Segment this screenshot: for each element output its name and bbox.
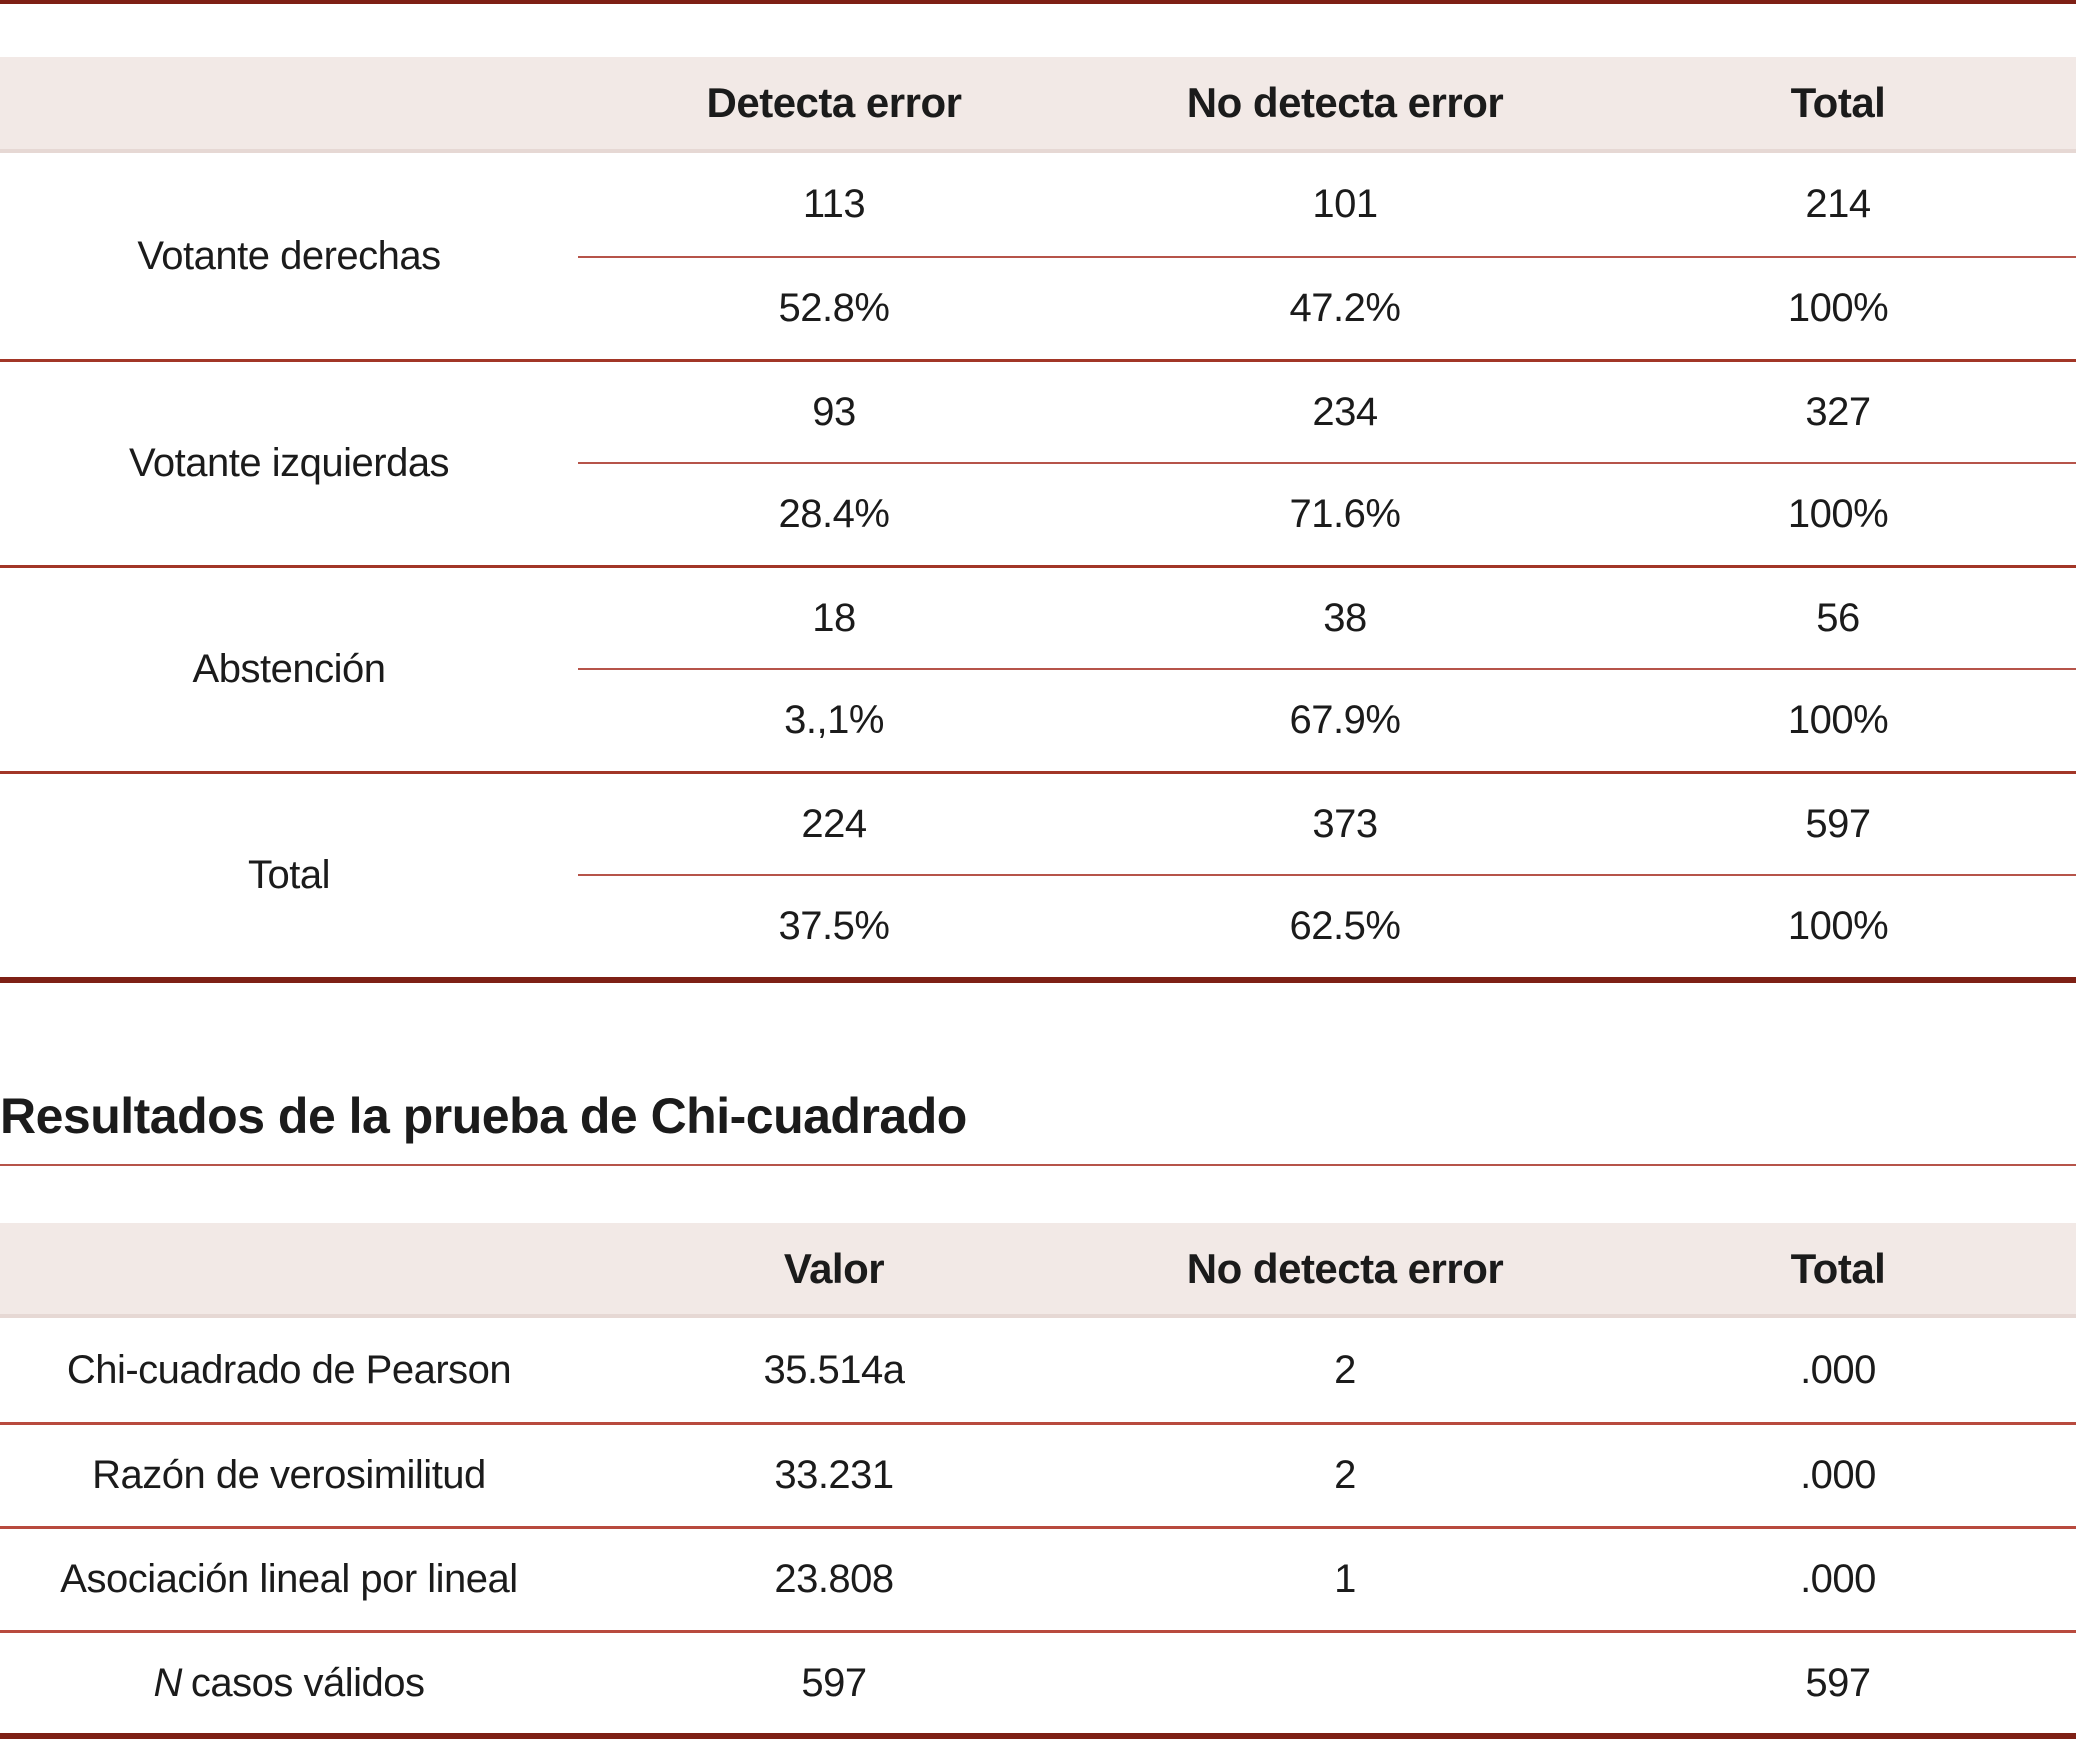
percent-cell: 62.5% bbox=[1090, 874, 1600, 977]
count-cell: 113 bbox=[802, 182, 866, 226]
percent-cell: 37.5% bbox=[578, 874, 1090, 977]
percent-cell: 3.,1% bbox=[578, 668, 1090, 771]
crosstab-table bbox=[0, 57, 2076, 983]
crosstab-header-total: Total bbox=[1600, 57, 2076, 153]
row-label: Abstención bbox=[0, 565, 578, 771]
count-cell: 101 bbox=[1312, 182, 1378, 226]
value-cell: 2 bbox=[1334, 1347, 1356, 1392]
percent-cell: 67.9% bbox=[1090, 668, 1600, 771]
percent-cell: 100% bbox=[1600, 256, 2076, 359]
count-cell: 18 bbox=[578, 565, 1090, 668]
section-title: Resultados de la prueba de Chi-cuadrado bbox=[0, 1088, 967, 1144]
row-label bbox=[0, 1422, 578, 1526]
crosstab-header-detecta-error: Detecta error bbox=[578, 57, 1090, 153]
row-label-italic: N bbox=[153, 1660, 182, 1705]
count-cell: 597 bbox=[1600, 771, 2076, 874]
percent-cell: 100% bbox=[1600, 874, 2076, 977]
chisq-header-empty bbox=[0, 1223, 578, 1318]
row-label: Votante derechas bbox=[137, 233, 441, 278]
row-label-text: Razón de verosimilitud bbox=[92, 1453, 486, 1497]
section-title-rule bbox=[0, 1164, 2076, 1166]
percent-cell: 47.2% bbox=[1090, 256, 1600, 359]
row-label bbox=[0, 1526, 578, 1630]
value-cell: 33.231 bbox=[578, 1422, 1090, 1526]
percent-cell: 100% bbox=[1600, 462, 2076, 565]
row-label bbox=[0, 1318, 578, 1422]
crosstab-header-empty bbox=[0, 57, 578, 153]
value-cell: 35.514a bbox=[763, 1347, 905, 1392]
chisq-header-total: Total bbox=[1600, 1223, 2076, 1318]
row-label bbox=[0, 1630, 578, 1733]
percent-cell: 52.8% bbox=[578, 256, 1090, 359]
percent-cell: 71.6% bbox=[1090, 462, 1600, 565]
chi-square-table bbox=[0, 1223, 2076, 1739]
value-cell: 597 bbox=[578, 1630, 1090, 1733]
row-label: Votante izquierdas bbox=[0, 359, 578, 565]
value-cell: .000 bbox=[1600, 1526, 2076, 1630]
row-label-text: casos válidos bbox=[190, 1660, 425, 1705]
row-label-text: Asociación lineal por lineal bbox=[60, 1557, 518, 1601]
percent-cell: 100% bbox=[1600, 668, 2076, 771]
count-cell: 93 bbox=[578, 359, 1090, 462]
value-cell bbox=[1090, 1630, 1600, 1733]
value-cell: 23.808 bbox=[578, 1526, 1090, 1630]
count-cell: 327 bbox=[1600, 359, 2076, 462]
top-rule bbox=[0, 0, 2076, 4]
row-label-text: Chi-cuadrado de Pearson bbox=[66, 1347, 512, 1392]
value-cell: 597 bbox=[1600, 1630, 2076, 1733]
percent-cell: 28.4% bbox=[578, 462, 1090, 565]
value-cell: .000 bbox=[1800, 1347, 1876, 1392]
count-cell: 56 bbox=[1600, 565, 2076, 668]
count-cell: 373 bbox=[1090, 771, 1600, 874]
count-cell: 38 bbox=[1090, 565, 1600, 668]
chisq-header-no-detecta-error: No detecta error bbox=[1090, 1223, 1600, 1318]
value-cell: 2 bbox=[1090, 1422, 1600, 1526]
value-cell: 1 bbox=[1090, 1526, 1600, 1630]
chisq-header-valor: Valor bbox=[578, 1223, 1090, 1318]
count-cell: 234 bbox=[1090, 359, 1600, 462]
count-cell: 214 bbox=[1805, 182, 1871, 226]
count-cell: 224 bbox=[578, 771, 1090, 874]
value-cell: .000 bbox=[1600, 1422, 2076, 1526]
crosstab-header-no-detecta-error: No detecta error bbox=[1090, 57, 1600, 153]
row-label: Total bbox=[0, 771, 578, 977]
